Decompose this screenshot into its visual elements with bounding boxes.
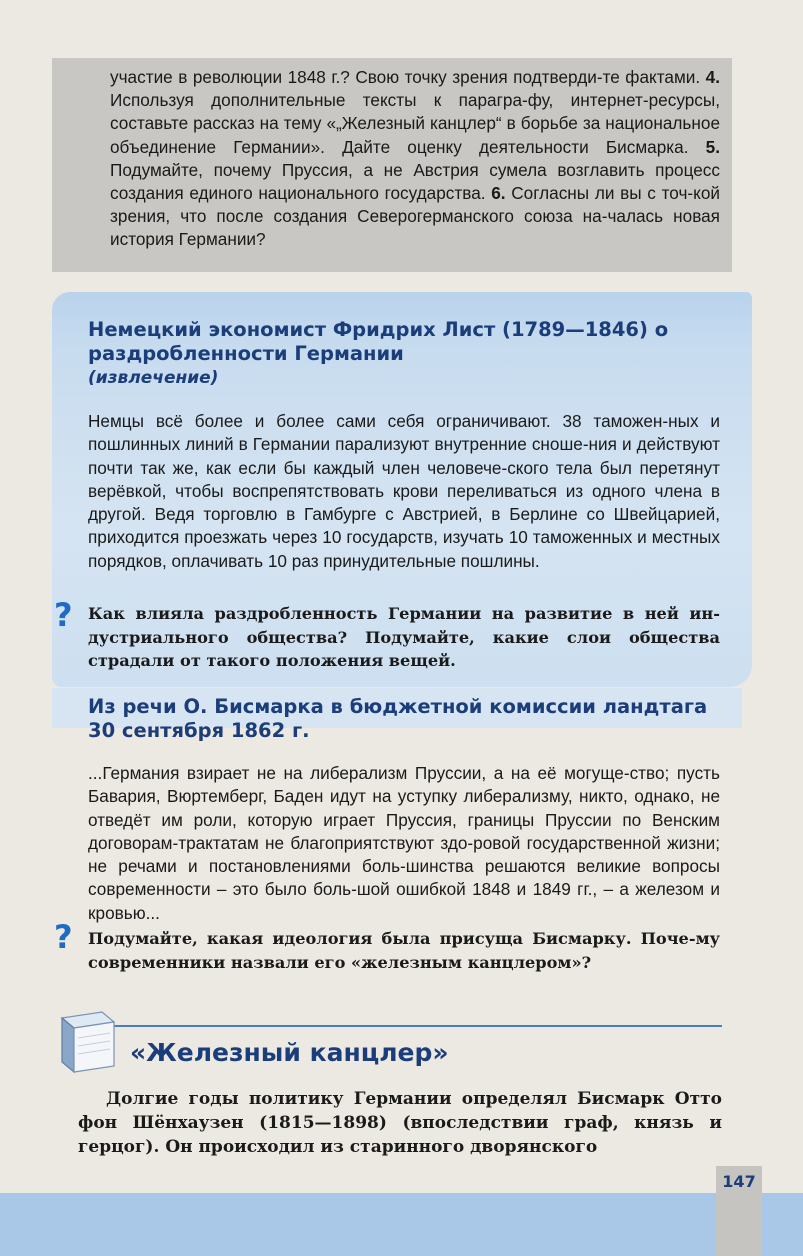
question-mark-icon: ? xyxy=(54,596,73,634)
source2-title: Из речи О. Бисмарка в бюджетной комиссии ландтага 30 сентября 1862 г. xyxy=(88,695,708,742)
question-number: 4. xyxy=(705,67,720,87)
question-mark-icon: ? xyxy=(54,918,73,956)
question-part: Согласны ли вы с точ-кой зрения, что после создания Северогерманского союза на-чалась новая история Германии? xyxy=(110,183,720,250)
questions-text xyxy=(110,66,720,252)
section-title: «Железный канцлер» xyxy=(130,1038,449,1067)
question-part: Подумайте, почему Пруссия, а не Австрия сумела возглавить процесс создания единого национального государства. xyxy=(110,159,720,204)
source1-text: Немцы всё более и более сами себя ограничивают. 38 таможен-ных и пошлинных линий в Германии парализуют внутренние сноше-ния и действуют почти так же, как если бы каждый член человече-ского тела был перетянут верёвкой, чтобы воспрепятствовать крови переливаться из одного члена в другой. Ведя торговлю в Гамбурге с Австрией, в Берлине со Швейцарией, приходится проезжать через 10 государств, изучать 10 таможенных и местных порядков, оплачивать 10 раз принудительные пошлины. xyxy=(88,411,720,571)
question-number: 6. xyxy=(491,183,506,204)
source1-question: Как влияла раздробленность Германии на развитие в ней ин-дустриального общества? Подумайте, какие слои общества страдали от такого положения вещей. xyxy=(88,604,720,670)
section-divider xyxy=(110,1025,722,1027)
section-text: Долгие годы политику Германии определял Бисмарк Отто фон Шёнхаузен (1815—1898) (впоследствии граф, князь и герцог). Он происходил из старинного дворянского xyxy=(78,1089,722,1157)
source2-question: Подумайте, какая идеология была присуща Бисмарку. Поче-му современники назвали его «железным канцлером»? xyxy=(88,929,720,972)
source1-title xyxy=(88,318,728,390)
footer-strip xyxy=(0,1193,803,1256)
source2-text: ...Германия взирает не на либерализм Пруссии, а на её могуще-ство; пусть Бавария, Вюртемберг, Баден идут на уступку либерализму, никто, однако, не отведёт им роли, которую играет Пруссия, границы Пруссии по Венским договорам-трактатам не благоприятствуют здо-ровой государственной жизни; не речами и постановлениями боль-шинства решаются великие вопросы современности – это было боль-шой ошибкой 1848 и 1849 гг., – а железом и кровью... xyxy=(88,763,720,923)
source1-title-text: Немецкий экономист Фридрих Лист (1789—1846) о раздробленности Германии xyxy=(88,318,669,365)
question-number: 5. xyxy=(705,136,720,157)
source1-subtitle: (извлечение) xyxy=(88,368,219,388)
question-part: участие в революции 1848 г.? Свою точку зрения подтверди-те фактами. xyxy=(110,67,706,87)
book-icon xyxy=(56,1008,120,1076)
question-part: Используя дополнительные тексты к парагра-фу, интернет-ресурсы, составьте рассказ на тему «„Железный канцлер“ в борьбе за национальное объединение Германии». Дайте оценку деятельности Бисмарка. xyxy=(110,90,720,157)
page-number: 147 xyxy=(722,1172,756,1191)
